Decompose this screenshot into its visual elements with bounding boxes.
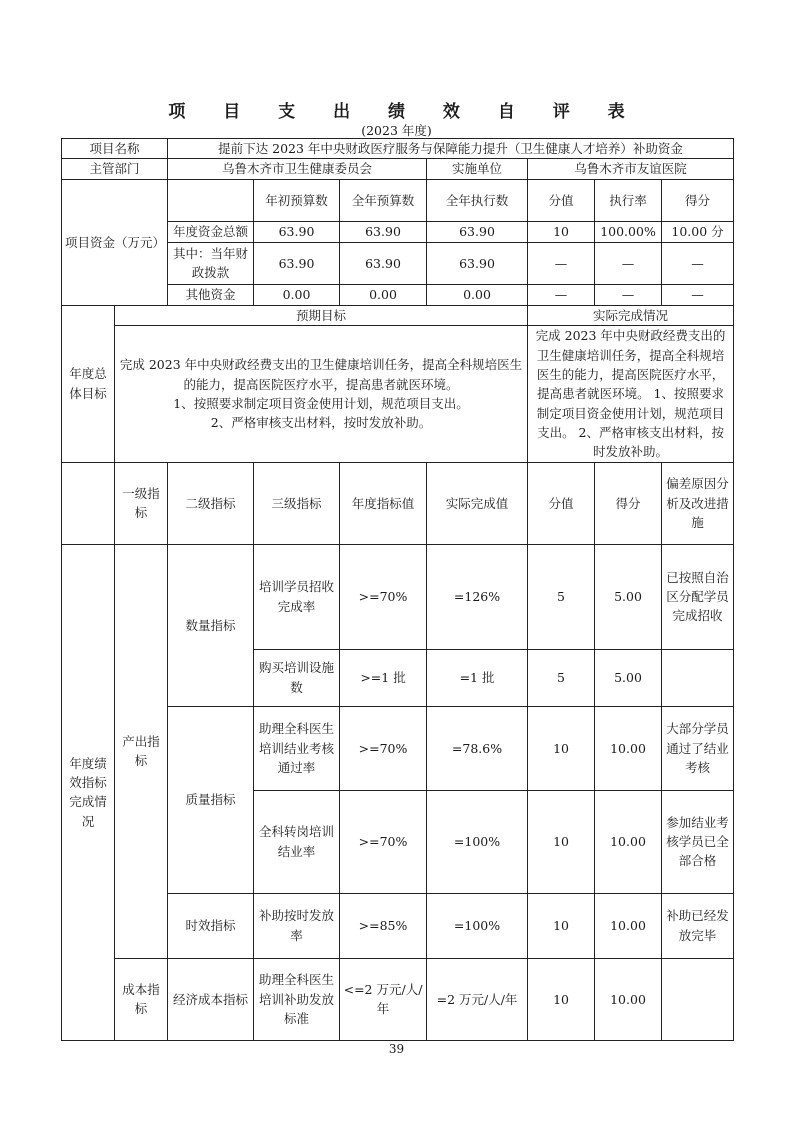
funds-header: 全年预算数 (340, 179, 427, 221)
cost-indicator-label: 成本指标 (115, 958, 168, 1040)
indicator-score: 10 (528, 706, 595, 790)
funds-cell: — (528, 284, 595, 305)
indicator-name: 助理全科医生培训补助发放标准 (254, 958, 340, 1040)
funds-cell: — (528, 242, 595, 284)
page-subtitle: (2023 年度) (361, 123, 432, 138)
economic-indicator-label: 经济成本指标 (168, 958, 254, 1040)
indicator-header: 三级指标 (254, 462, 340, 544)
indicator-note: 已按照自治区分配学员完成招收 (662, 544, 734, 649)
evaluation-table (61, 138, 734, 1041)
indicator-header-row (62, 462, 734, 544)
funds-blank-cell (168, 179, 254, 221)
project-name-label: 项目名称 (62, 139, 168, 159)
indicator-header: 分值 (528, 462, 595, 544)
indicator-score: 5 (528, 649, 595, 706)
indicator-note: 补助已经发放完毕 (662, 893, 734, 958)
project-name-value: 提前下达 2023 年中央财政医疗服务与保障能力提升（卫生健康人才培养）补助资金 (168, 139, 734, 159)
indicator-name: 培训学员招收完成率 (254, 544, 340, 649)
quantity-indicator-label: 数量指标 (168, 544, 254, 706)
goal-label: 年度总体目标 (62, 305, 115, 462)
funds-row-label: 年度资金总额 (168, 221, 254, 242)
dept-value: 乌鲁木齐市卫生健康委员会 (168, 159, 427, 179)
indicator-got: 10.00 (595, 893, 662, 958)
funds-cell: 63.90 (254, 242, 340, 284)
funds-cell: — (662, 284, 734, 305)
indicator-note: 大部分学员通过了结业考核 (662, 706, 734, 790)
planned-goal-text: 完成 2023 年中央财政经费支出的卫生健康培训任务，提高全科规培医生的能力，提高医院医疗水平，提高患者就医环境。 1、按照要求制定项目资金使用计划，规范项目支出。 2、严格审核支出材料，按时发放补助。 (115, 326, 528, 463)
indicator-header: 年度指标值 (340, 462, 427, 544)
indicator-row (62, 544, 734, 649)
page-title: 项 目 支 出 绩 效 自 评 表 (168, 102, 641, 122)
actual-goal-text: 完成 2023 年中央财政经费支出的卫生健康培训任务，提高全科规培医生的能力，提高医院医疗水平，提高患者就医环境。 1、按照要求制定项目资金使用计划，规范项目支出。 2、严格审核支出材料，按时发放补助。 (528, 326, 734, 463)
quality-indicator-label: 质量指标 (168, 706, 254, 893)
indicator-target: >=85% (340, 893, 427, 958)
indicator-got: 5.00 (595, 649, 662, 706)
dept-label: 主管部门 (62, 159, 168, 179)
funds-label: 项目资金（万元） (62, 179, 168, 305)
indicator-header: 实际完成值 (427, 462, 528, 544)
funds-cell: 63.90 (340, 221, 427, 242)
funds-cell: 63.90 (427, 242, 528, 284)
impl-label: 实施单位 (427, 159, 528, 179)
funds-cell: 0.00 (340, 284, 427, 305)
indicator-target: >=70% (340, 706, 427, 790)
indicator-header: 得分 (595, 462, 662, 544)
indicator-header: 一级指标 (115, 462, 168, 544)
indicator-actual: =78.6% (427, 706, 528, 790)
indicator-actual: =100% (427, 790, 528, 893)
performance-section-label: 年度绩效指标完成情况 (62, 544, 115, 1040)
output-indicator-label: 产出指标 (115, 544, 168, 958)
funds-cell: 63.90 (340, 242, 427, 284)
page-number: 39 (388, 1042, 405, 1056)
indicator-score: 5 (528, 544, 595, 649)
indicator-actual: =2 万元/人/年 (427, 958, 528, 1040)
indicator-name: 补助按时发放率 (254, 893, 340, 958)
funds-header: 全年执行数 (427, 179, 528, 221)
funds-cell: 63.90 (427, 221, 528, 242)
indicator-target: >=70% (340, 544, 427, 649)
funds-cell: 10 (528, 221, 595, 242)
indicator-actual: =100% (427, 893, 528, 958)
funds-header-row (62, 179, 734, 221)
indicator-got: 10.00 (595, 706, 662, 790)
indicator-row (62, 958, 734, 1040)
indicator-name: 全科转岗培训结业率 (254, 790, 340, 893)
funds-row-label: 其中：当年财政拨款 (168, 242, 254, 284)
indicator-note (662, 958, 734, 1040)
indicator-corner-cell (62, 462, 115, 544)
indicator-got: 10.00 (595, 958, 662, 1040)
indicator-target: >=1 批 (340, 649, 427, 706)
funds-header: 分值 (528, 179, 595, 221)
impl-value: 乌鲁木齐市友谊医院 (528, 159, 734, 179)
project-name-row (62, 139, 734, 159)
indicator-score: 10 (528, 790, 595, 893)
funds-header: 执行率 (595, 179, 662, 221)
funds-row-label: 其他资金 (168, 284, 254, 305)
funds-cell: — (595, 242, 662, 284)
indicator-header: 偏差原因分析及改进措施 (662, 462, 734, 544)
funds-header: 年初预算数 (254, 179, 340, 221)
department-row (62, 159, 734, 179)
indicator-target: <=2 万元/人/年 (340, 958, 427, 1040)
indicator-note (662, 649, 734, 706)
funds-cell: — (595, 284, 662, 305)
timeliness-indicator-label: 时效指标 (168, 893, 254, 958)
indicator-got: 10.00 (595, 790, 662, 893)
funds-cell: 0.00 (427, 284, 528, 305)
indicator-target: >=70% (340, 790, 427, 893)
indicator-note: 参加结业考核学员已全部合格 (662, 790, 734, 893)
indicator-score: 10 (528, 958, 595, 1040)
indicator-score: 10 (528, 893, 595, 958)
funds-cell: 0.00 (254, 284, 340, 305)
goal-header-row (62, 305, 734, 325)
indicator-got: 5.00 (595, 544, 662, 649)
indicator-name: 购买培训设施数 (254, 649, 340, 706)
funds-cell: 63.90 (254, 221, 340, 242)
funds-cell: 100.00% (595, 221, 662, 242)
funds-cell: 10.00 分 (662, 221, 734, 242)
funds-header: 得分 (662, 179, 734, 221)
funds-cell: — (662, 242, 734, 284)
indicator-actual: =1 批 (427, 649, 528, 706)
indicator-actual: =126% (427, 544, 528, 649)
indicator-name: 助理全科医生培训结业考核通过率 (254, 706, 340, 790)
goal-body-row (62, 326, 734, 463)
indicator-header: 二级指标 (168, 462, 254, 544)
actual-goal-header: 实际完成情况 (528, 305, 734, 325)
planned-goal-header: 预期目标 (115, 305, 528, 325)
